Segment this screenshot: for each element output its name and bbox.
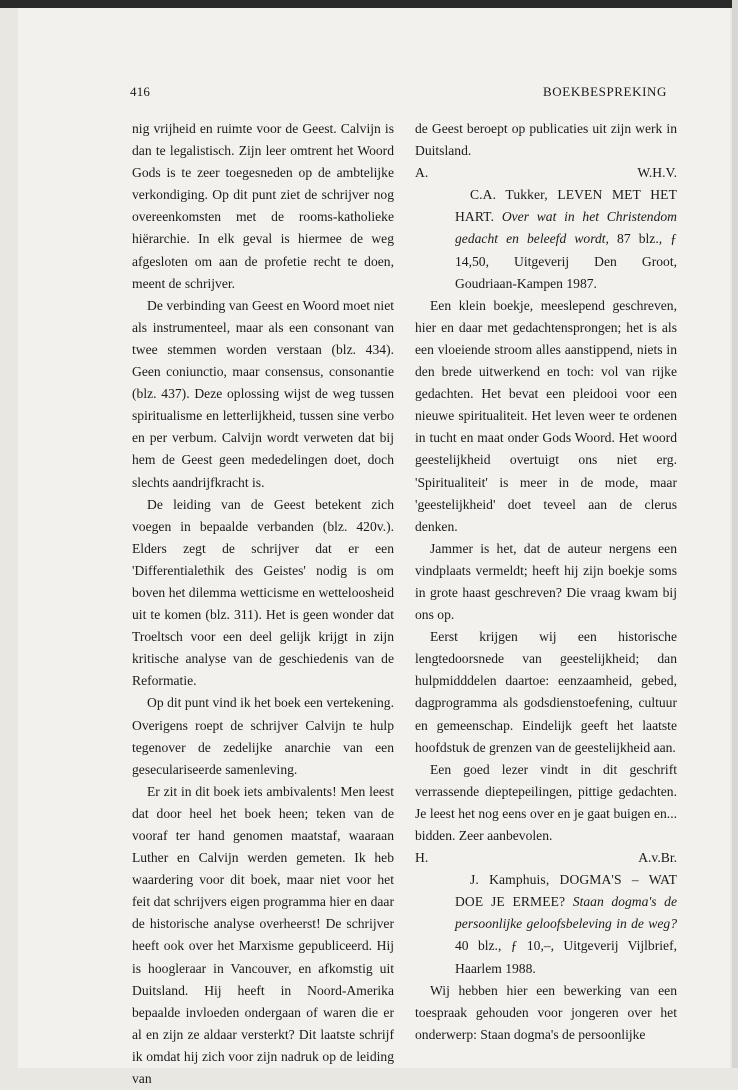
review-signature: [415, 847, 677, 869]
paragraph: Een goed lezer vindt in dit geschrift verrassende dieptepeilingen, pittige gedachten. Je leest het nog eens over en je gaat buigen en... bidden. Zeer aanbevolen.: [415, 761, 677, 843]
left-column: [132, 118, 394, 1090]
signature-name: A.v.Br.: [638, 850, 677, 866]
paragraph: de Geest beroept op publicaties uit zijn werk in Duitsland.: [415, 121, 677, 159]
scan-top-border: [0, 0, 738, 8]
paragraph: Een klein boekje, meeslepend geschreven, hier en daar met gedachtensprongen; het is als een vloeiende stroom alles aanstippend, niets in den brede uitwerkend en toch: vol van rijke gedachten. Het bevat een pleidooi voor een nieuwe spiritualiteit. Het leven weer te ordenen in tucht en maat onder Gods Woord. Het woord geestelijkheid overtuigt ons niet erg. 'Spiritualiteit' is meer in de mode, maar 'geestelijkheid' doet teveel aan de clerus denken.: [415, 297, 677, 534]
paragraph: nig vrijheid en ruimte voor de Geest. Calvijn is dan te legalistisch. Zijn leer omtrent het Woord Gods is te zeer toegesneden op de ambtelijke verkondiging. Op dit punt ziet de schrijver nog overeenkomsten met de rooms-katholieke hiërarchie. In elk geval is hiermee de weg afgesloten om aan de profetie recht te doen, meent de schrijver.: [132, 121, 394, 291]
paragraph: De leiding van de Geest betekent zich voegen in bepaalde verbanden (blz. 420v.). Elders zegt de schrijver dat er een 'Differentialethik des Geistes' nodig is om boven het dilemma wetticisme en wetteloosheid uit te komen (blz. 311). Het is geen wonder dat Troeltsch voor een deel gelijk krijgt in zijn kritische analyse van de geschiedenis van de Reformatie.: [132, 496, 394, 689]
running-title: BOEKBESPREKING: [543, 84, 667, 99]
paragraph: Er zit in dit boek iets ambivalents! Men leest dat door heel het boek heen; teken van de vooraf ter hand genomen maatstaf, waaraan Luther en Calvijn werden gemeten. Ik heb waardering voor dit boek, maar niet voor het feit dat schrijvers eigen programma hier en daar de historische analyse overheerst! De schrijver heeft ook over het Marxisme gepubliceerd. Hij is hoogleraar in Vancouver, en afkomstig uit Duitsland. Hij heeft in Noord-Amerika bepaalde invloeden ondergaan of waren die er al en zijn ze aldaar versterkt? Dit laatste schrijf ik omdat hij zich voor zijn nadruk op de leiding van: [132, 783, 394, 1087]
signature-initial: A.: [415, 165, 429, 181]
signature-name: W.H.V.: [637, 165, 677, 181]
scan-right-border: [732, 0, 738, 1068]
paragraph: Wij hebben hier een bewerking van een toespraak gehouden voor jongeren over het onderwerp: Staan dogma's de persoonlijke: [415, 982, 677, 1042]
review-details: 87 blz., ƒ 14,50, Uitgeverij Den Groot, Goudriaan-Kampen 1987.: [455, 231, 677, 291]
signature-initial: H.: [415, 850, 429, 866]
paragraph: Jammer is het, dat de auteur nergens een vindplaats vermeldt; heeft hij zijn boekje soms in grote haast geschreven? Die vraag kwam bij ons op.: [415, 540, 677, 623]
review-signature: [415, 162, 677, 184]
review-subtitle: Over wat in het Christendom gedacht en beleefd wordt,: [455, 209, 677, 247]
review-heading: [415, 184, 677, 294]
paragraph: Op dit punt vind ik het boek een vertekening. Overigens roept de schrijver Calvijn te hulp tegenover de zedelijke anarchie van een geseculariseerde samenleving.: [132, 695, 394, 777]
review-author-title: C.A. Tukker, LEVEN MET HET HART.: [455, 187, 677, 225]
right-column: [415, 118, 677, 1046]
review-heading: [415, 869, 677, 979]
paragraph: Eerst krijgen wij een historische lengtedoorsnede van geestelijkheid; dan hulpmidddelen daartoe: eenzaamheid, gebed, dagprogramma als godsdienstoefening, cultuur en gemeenschap. Eindelijk geeft het laatste hoofdstuk de grenzen van de geestelijkheid aan.: [415, 629, 677, 755]
page-number: 416: [130, 84, 151, 99]
page-header: [130, 84, 667, 104]
review-subtitle: Staan dogma's de persoonlijke geloofsbeleving in de weg?: [455, 894, 677, 932]
review-author-title: J. Kamphuis, DOGMA'S – WAT DOE JE ERMEE?: [455, 872, 677, 910]
paragraph: De verbinding van Geest en Woord moet niet als instrumenteel, maar als een consonant van twee stemmen worden verstaan (blz. 434). Geen coniunctio, maar consensus, consonantie (blz. 437). Deze oplossing wijst de weg tussen spiritualisme en letterlijkheid, tussen sine verbo en per verbum. Calvijn wordt verweten dat bij hem de Geest geen mededelingen doet, doch slechts aandrijfkracht is.: [132, 297, 394, 490]
review-details: 40 blz., ƒ 10,–, Uitgeverij Vijlbrief, Haarlem 1988.: [455, 938, 677, 976]
